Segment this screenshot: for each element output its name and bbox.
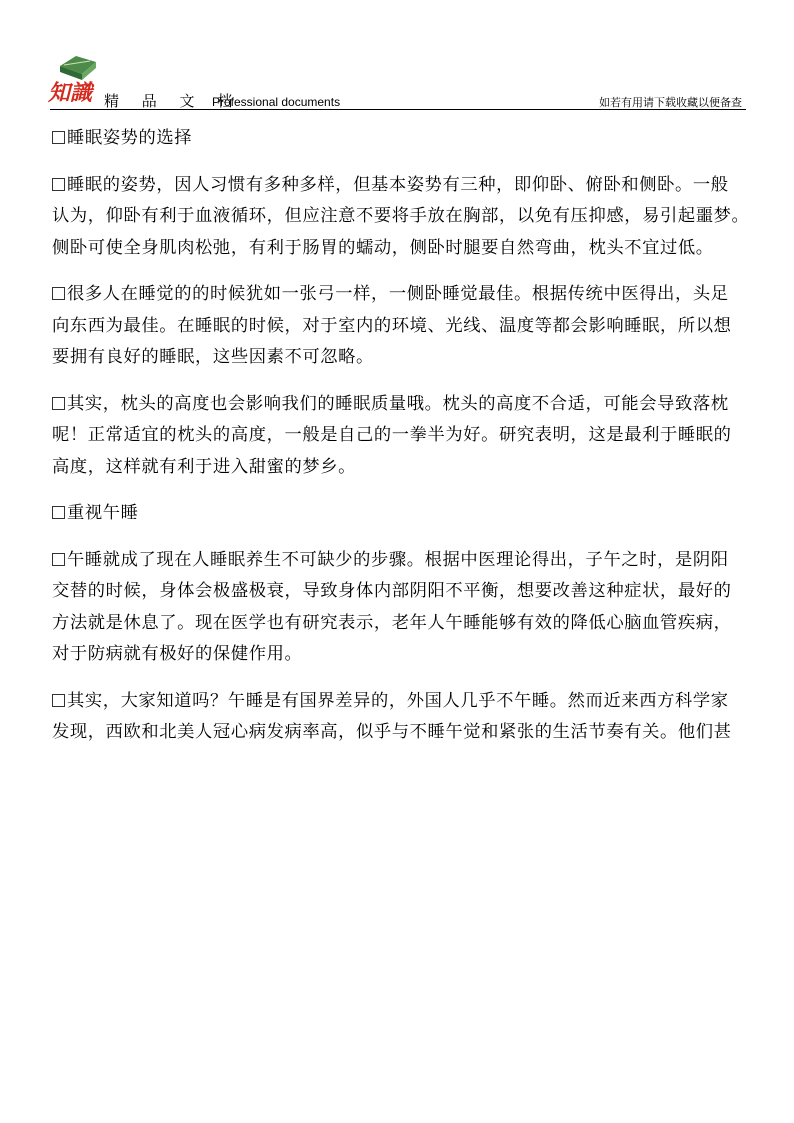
document-body xyxy=(52,123,768,764)
brand-title: 精 品 文 档 xyxy=(104,92,242,110)
brand-subtitle: Professional documents xyxy=(212,95,341,109)
bullet-box-icon xyxy=(52,694,65,707)
bullet-box-icon xyxy=(52,553,65,566)
paragraph: 其实，枕头的高度也会影响我们的睡眠质量哦。枕头的高度不合适，可能会导致落枕 呢！正常适宜的枕头的高度，一般是自己的一拳半为好。研究表明，这是最利于睡眠的 高度，这样就有利于进入甜蜜的梦乡。 xyxy=(52,393,732,477)
header-tagline: 如若有用请下载收藏以便备查 xyxy=(599,96,742,109)
paragraph: 睡眠的姿势，因人习惯有多种多样，但基本姿势有三种，即仰卧、俯卧和侧卧。一般 认为，仰卧有利于血液循环，但应注意不要将手放在胸部，以免有压抑感，易引起噩梦。 侧卧可使全身肌肉松弛，有利于肠胃的蠕动，侧卧时腿要自然弯曲，枕头不宜过低。 xyxy=(52,174,750,258)
bullet-box-icon xyxy=(52,131,65,144)
paragraph: 午睡就成了现在人睡眠养生不可缺少的步骤。根据中医理论得出，子午之时，是阴阳 交替的时候，身体会极盛极衰，导致身体内部阴阳不平衡，想要改善这种症状，最好的 方法就是休息了。现在医学也有研究表示，老年人午睡能够有效的降低心脑血管疾病， 对于防病就有极好的保健作用。 xyxy=(52,549,732,664)
bullet-box-icon xyxy=(52,178,65,191)
header-divider xyxy=(50,109,746,110)
paragraph: 其实，大家知道吗？午睡是有国界差异的，外国人几乎不午睡。然而近来西方科学家 发现，西欧和北美人冠心病发病率高，似乎与不睡午觉和紧张的生活节奏有关。他们甚 xyxy=(52,690,732,742)
section-heading: 重视午睡 xyxy=(52,498,768,530)
section-heading: 睡眠姿势的选择 xyxy=(52,123,768,155)
page-header xyxy=(0,0,794,112)
svg-text:知識: 知識 xyxy=(48,80,93,104)
book-logo-icon xyxy=(46,52,102,104)
bullet-box-icon xyxy=(52,397,65,410)
bullet-box-icon xyxy=(52,506,65,519)
bullet-box-icon xyxy=(52,287,65,300)
paragraph: 很多人在睡觉的的时候犹如一张弓一样，一侧卧睡觉最佳。根据传统中医得出，头足 向东西为最佳。在睡眠的时候，对于室内的环境、光线、温度等都会影响睡眠，所以想 要拥有良好的睡眠，这些因素不可忽略。 xyxy=(52,284,732,367)
